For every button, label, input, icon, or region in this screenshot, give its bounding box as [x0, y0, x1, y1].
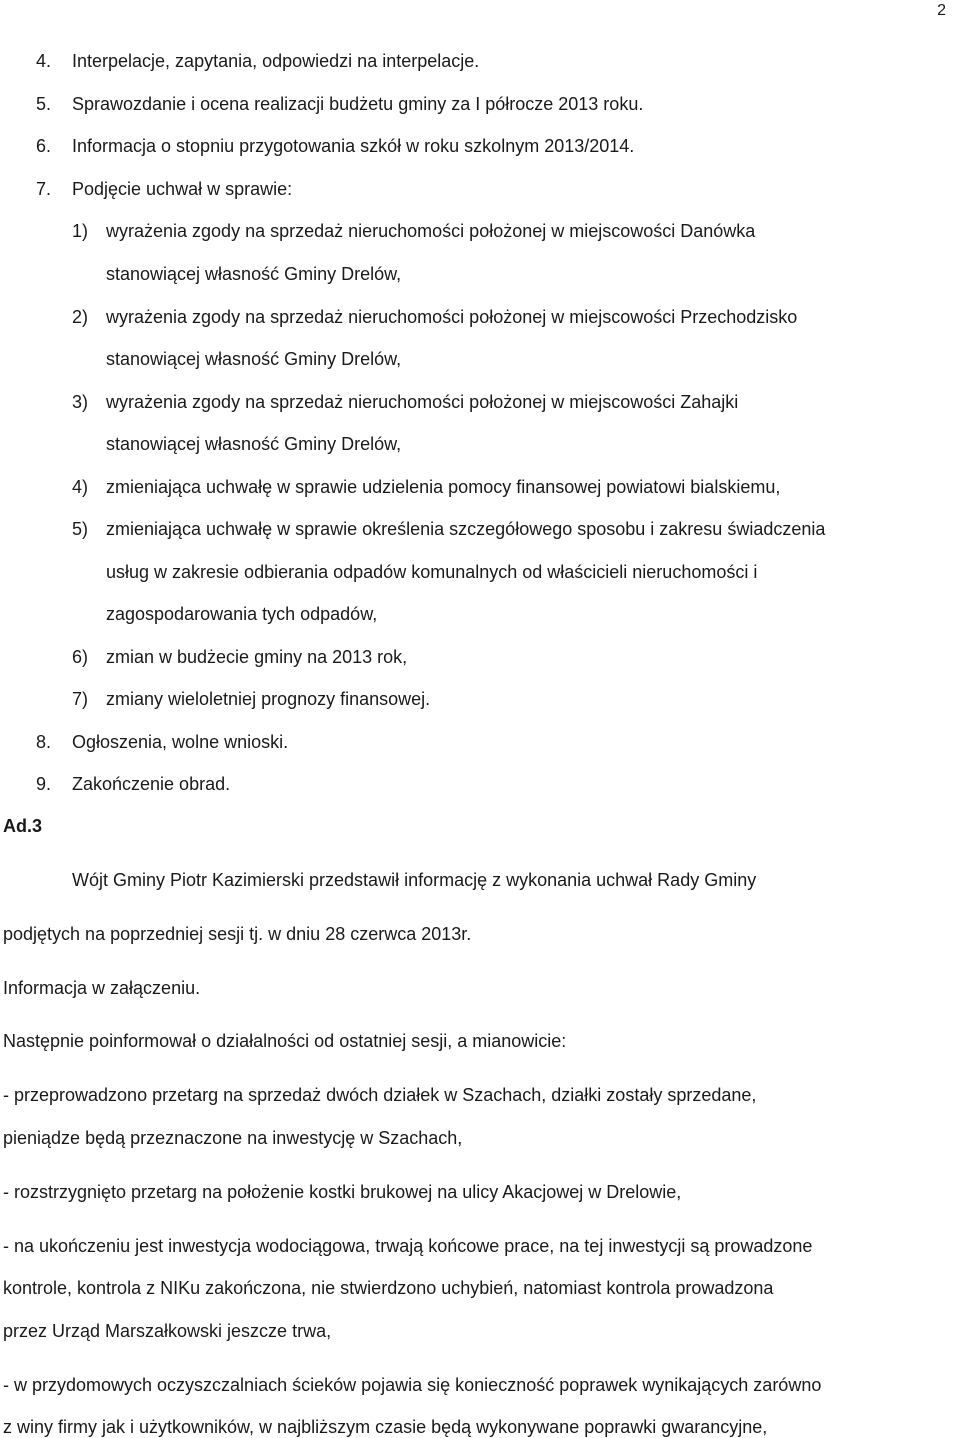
paragraph-line: - rozstrzygnięto przetarg na położenie kostki brukowej na ulicy Akacjowej w Drelowie,	[3, 1182, 682, 1202]
agenda-item-5-text: Sprawozdanie i ocena realizacji budżetu gminy za I półrocze 2013 roku.	[72, 94, 644, 114]
paragraph-line: Informacja w załączeniu.	[3, 978, 201, 998]
resolution-6-number: 6)	[72, 647, 89, 667]
resolution-3-line-2: stanowiącej własność Gminy Drelów,	[106, 434, 402, 454]
resolution-3-number: 3)	[72, 392, 89, 412]
resolution-2-line-1: wyrażenia zgody na sprzedaż nieruchomości położonej w miejscowości Przechodzisko	[106, 307, 798, 327]
resolution-6-line-1: zmian w budżecie gminy na 2013 rok,	[106, 647, 408, 667]
resolution-1-line-2: stanowiącej własność Gminy Drelów,	[106, 264, 402, 284]
resolution-2-number: 2)	[72, 307, 89, 327]
agenda-item-9-text: Zakończenie obrad.	[72, 774, 231, 794]
agenda-item-7-text: Podjęcie uchwał w sprawie:	[72, 179, 293, 199]
agenda-item-4-text: Interpelacje, zapytania, odpowiedzi na interpelacje.	[72, 51, 480, 71]
paragraph-line: - w przydomowych oczyszczalniach ścieków pojawia się konieczność poprawek wynikających zarówno	[3, 1375, 822, 1395]
agenda-item-5-number: 5.	[36, 94, 52, 114]
agenda-item-4-number: 4.	[36, 51, 52, 71]
resolution-4-number: 4)	[72, 477, 89, 497]
resolution-7-number: 7)	[72, 689, 89, 709]
agenda-item-9-number: 9.	[36, 774, 52, 794]
resolution-5-line-1: zmieniająca uchwałę w sprawie określenia szczegółowego sposobu i zakresu świadczenia	[106, 519, 826, 539]
paragraph-line: Następnie poinformował o działalności od ostatniej sesji, a mianowicie:	[3, 1031, 567, 1051]
agenda-item-8-text: Ogłoszenia, wolne wnioski.	[72, 732, 289, 752]
paragraph-line: podjętych na poprzedniej sesji tj. w dniu 28 czerwca 2013r.	[3, 924, 472, 944]
resolution-2-line-2: stanowiącej własność Gminy Drelów,	[106, 349, 402, 369]
paragraph-line: - przeprowadzono przetarg na sprzedaż dwóch działek w Szachach, działki zostały sprzedane,	[3, 1085, 757, 1105]
agenda-item-6-number: 6.	[36, 136, 52, 156]
resolution-1-number: 1)	[72, 221, 89, 241]
resolution-4-line-1: zmieniająca uchwałę w sprawie udzielenia pomocy finansowej powiatowi bialskiemu,	[106, 477, 781, 497]
paragraph-line: kontrole, kontrola z NIKu zakończona, nie stwierdzono uchybień, natomiast kontrola prowadzona	[3, 1278, 774, 1298]
paragraph-line: pieniądze będą przeznaczone na inwestycję w Szachach,	[3, 1128, 463, 1148]
resolution-7-line-1: zmiany wieloletniej prognozy finansowej.	[106, 689, 431, 709]
agenda-item-7-number: 7.	[36, 179, 52, 199]
agenda-item-8-number: 8.	[36, 732, 52, 752]
paragraph-line: przez Urząd Marszałkowski jeszcze trwa,	[3, 1321, 332, 1341]
section-heading: Ad.3	[3, 816, 43, 836]
resolution-5-number: 5)	[72, 519, 89, 539]
resolution-5-line-3: zagospodarowania tych odpadów,	[106, 604, 378, 624]
paragraph-line: - na ukończeniu jest inwestycja wodociągowa, trwają końcowe prace, na tej inwestycji są prowadzone	[3, 1236, 813, 1256]
agenda-item-6-text: Informacja o stopniu przygotowania szkół w roku szkolnym 2013/2014.	[72, 136, 635, 156]
resolution-1-line-1: wyrażenia zgody na sprzedaż nieruchomości położonej w miejscowości Danówka	[106, 221, 756, 241]
paragraph-line: z winy firmy jak i użytkowników, w najbliższym czasie będą wykonywane poprawki gwarancyjne,	[3, 1417, 768, 1437]
paragraph-line: Wójt Gminy Piotr Kazimierski przedstawił informację z wykonania uchwał Rady Gminy	[72, 870, 757, 890]
resolution-3-line-1: wyrażenia zgody na sprzedaż nieruchomości położonej w miejscowości Zahajki	[106, 392, 739, 412]
page-number: 2	[937, 2, 946, 19]
resolution-5-line-2: usług w zakresie odbierania odpadów komunalnych od właścicieli nieruchomości i	[106, 562, 758, 582]
